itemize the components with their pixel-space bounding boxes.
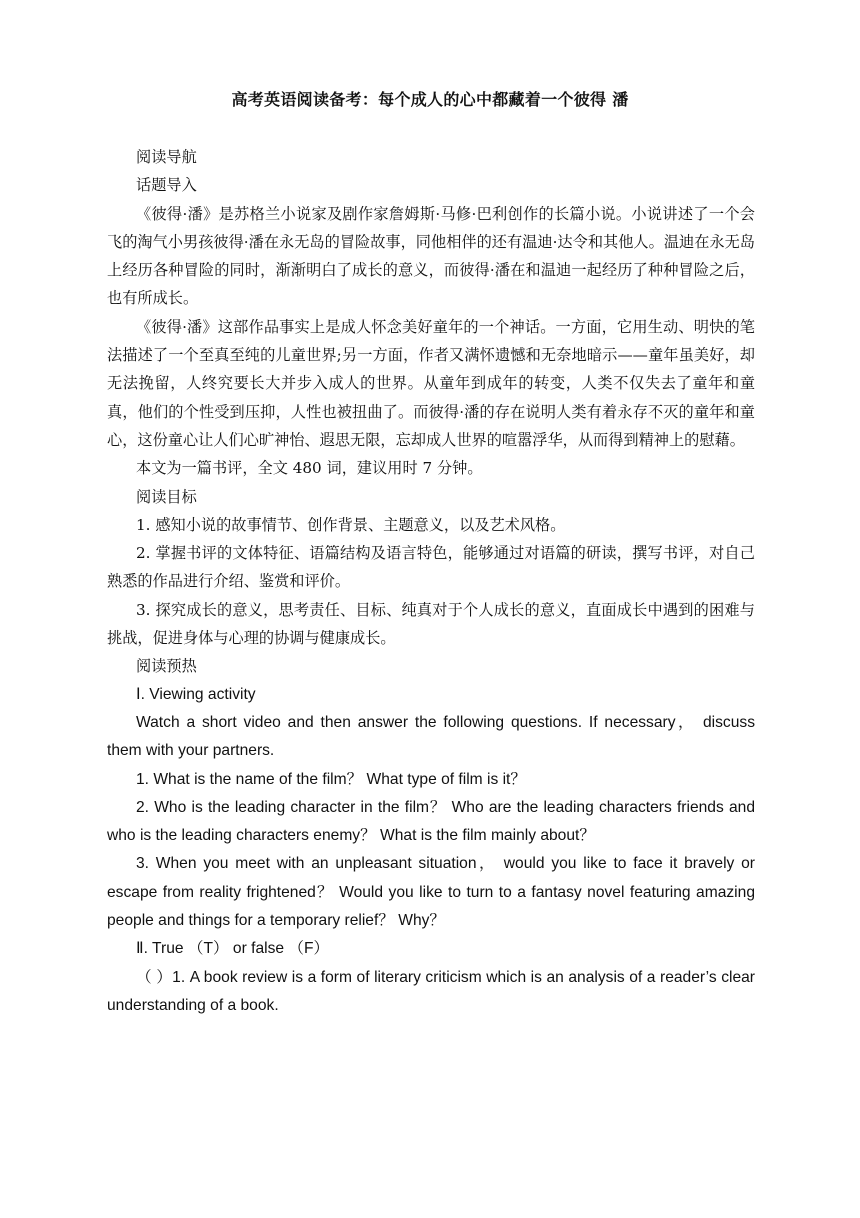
text-info-line: 本文为一篇书评，全文 480 词，建议用时 7 分钟。	[136, 459, 483, 478]
question-3: 3. When you meet with an unpleasant situation， would you like to face it bravely or escape from reality frightened？ Would you like to turn to a fantasy novel featuring amazing people and things for a temporary relief？ Why？	[107, 855, 755, 930]
goal-item-2: 2. 掌握书评的文体特征、语篇结构及语言特色，能够通过对语篇的研读，撰写书评，对自己熟悉的作品进行介绍、鉴赏和评价。	[107, 544, 755, 591]
section-heading-reading-guide: 阅读导航	[136, 148, 197, 166]
intro-paragraph-2: 《彼得·潘》这部作品事实上是成人怀念美好童年的一个神话。一方面，它用生动、明快的笔法描述了一个至真至纯的儿童世界;另一方面，作者又满怀遗憾和无奈地暗示——童年虽美好，却无法挽留，人终究要长大并步入成人的世界。从童年到成年的转变，人类不仅失去了童年和童真，他们的个性受到压抑，人性也被扭曲了。而彼得·潘的存在说明人类有着永存不灭的童年和童心，这份童心让人们心旷神怡、遐思无限，忘却成人世界的喧嚣浮华，从而得到精神上的慰藉。	[107, 317, 755, 449]
true-false-heading: Ⅱ. True （T） or false （F）	[136, 940, 330, 958]
question-1: 1. What is the name of the film？ What type of film is it？	[136, 770, 526, 788]
intro-paragraph-1: 《彼得·潘》是苏格兰小说家及剧作家詹姆斯·马修·巴利创作的长篇小说。小说讲述了一个会飞的淘气小男孩彼得·潘在永无岛的冒险故事，同他相伴的还有温迪·达令和其他人。温迪在永无岛上经历各种冒险的同时，渐渐明白了成长的意义，而彼得·潘在和温迪一起经历了种种冒险之后，也有所成长。	[107, 204, 755, 308]
document-title: 高考英语阅读备考：每个成人的心中都藏着一个彼得 潘	[231, 90, 629, 109]
true-false-item-1: （ ）1. A book review is a form of literary criticism which is an analysis of a reader’s clear understanding of a book.	[107, 968, 755, 1014]
document-body	[107, 143, 755, 1020]
goal-item-1: 1. 感知小说的故事情节、创作背景、主题意义，以及艺术风格。	[136, 515, 566, 534]
section-heading-warm-up: 阅读预热	[136, 657, 197, 676]
goal-item-3: 3. 探究成长的意义，思考责任、目标、纯真对于个人成长的意义，直面成长中遇到的困难与挑战，促进身体与心理的协调与健康成长。	[107, 600, 755, 648]
section-heading-topic-intro: 话题导入	[136, 176, 197, 195]
viewing-activity-heading: Ⅰ. Viewing activity	[136, 685, 256, 703]
section-heading-reading-goals: 阅读目标	[136, 487, 197, 506]
viewing-activity-instructions: Watch a short video and then answer the following questions. If necessary， discuss them with your partners.	[107, 713, 755, 760]
question-2: 2. Who is the leading character in the film？ Who are the leading characters friends and who is the leading characters enemy？ What is the film mainly about？	[107, 798, 755, 845]
